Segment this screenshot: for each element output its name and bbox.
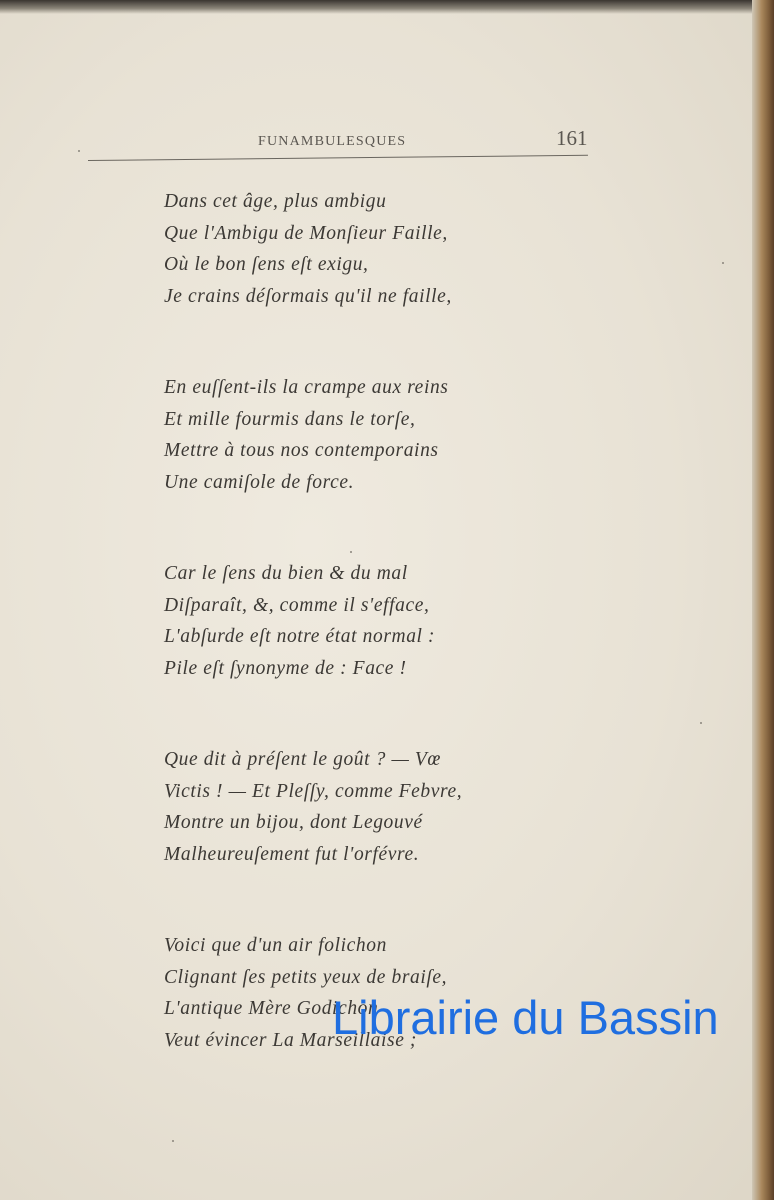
header-rule	[88, 155, 588, 161]
verse-line: Où le bon ſens eſt exigu,	[164, 254, 369, 275]
verse-line: Veut évincer La Marseillaise ;	[164, 1029, 418, 1051]
verse-line: Car le ſens du bien & du mal	[164, 563, 408, 584]
verse-line: Voici que d'un air folichon	[164, 935, 387, 956]
verse-line: Et mille fourmis dans le torſe,	[164, 408, 416, 430]
verse-line: Malheureuſement fut l'orfévre.	[164, 843, 420, 865]
verse-line: Victis ! — Et Pleſſy, comme Febvre,	[164, 780, 463, 802]
verse-line: Mettre à tous nos contemporains	[164, 440, 439, 461]
verse-line: Que l'Ambigu de Monſieur Faille,	[164, 222, 448, 244]
stanza-1	[164, 186, 462, 312]
verse-line: L'abſurde eſt notre état normal :	[164, 626, 436, 647]
verse-line: Clignant ſes petits yeux de braiſe,	[164, 966, 448, 988]
page-top-edge	[0, 0, 774, 14]
verse-line: En euſſent-ils la crampe aux reins	[164, 377, 449, 398]
seller-watermark: Librairie du Bassin	[332, 991, 719, 1044]
paper-speck	[700, 722, 702, 724]
paper-speck	[78, 150, 80, 152]
verse-line: Je crains déſormais qu'il ne faille,	[164, 285, 452, 307]
paper-speck	[172, 1140, 174, 1142]
poem-body	[164, 186, 462, 1056]
stanza-2	[164, 372, 462, 498]
verse-line: Diſparaît, &, comme il s'efface,	[164, 594, 430, 616]
book-spine-edge	[752, 0, 774, 1200]
verse-line: Pile eſt ſynonyme de : Face !	[164, 657, 407, 679]
paper-speck	[722, 262, 724, 264]
verse-line: L'antique Mère Godichon	[164, 998, 379, 1019]
running-head: FUNAMBULESQUES	[258, 134, 407, 149]
verse-line: Montre un bijou, dont Legouvé	[164, 812, 423, 833]
verse-line: Que dit à préſent le goût ? — Vœ	[164, 749, 442, 770]
stanza-3	[164, 558, 462, 684]
page-number: 161	[556, 126, 588, 150]
verse-line: Dans cet âge, plus ambigu	[164, 191, 387, 212]
stanza-4	[164, 744, 462, 870]
verse-line: Une camiſole de force.	[164, 471, 355, 493]
paper-speck	[350, 551, 352, 553]
